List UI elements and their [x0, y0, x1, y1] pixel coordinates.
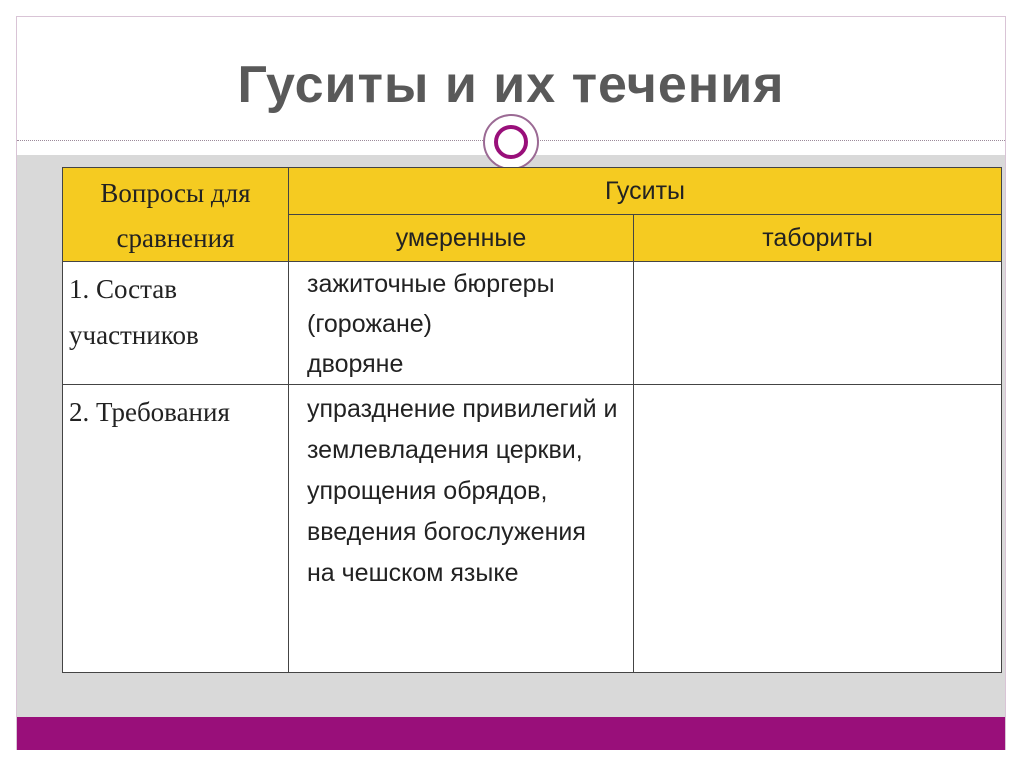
- row1-moderates-text: зажиточные бюргеры (горожане) дворяне: [307, 270, 555, 378]
- header-taborites: табориты: [634, 215, 1002, 262]
- comparison-table: [62, 167, 1002, 673]
- header-hussites: Гуситы: [289, 168, 1002, 215]
- ring-inner-icon: [494, 125, 528, 159]
- row2-taborites: [634, 385, 1002, 673]
- slide-title: Гуситы и их течения: [237, 56, 785, 114]
- header-questions: [63, 168, 289, 262]
- row1-question-text: 1. Состав участников: [69, 274, 199, 350]
- row2-moderates: [289, 385, 634, 673]
- row1-moderates: [289, 262, 634, 385]
- row2-moderates-text: упразднение привилегий и землевладения церкви, упрощения обрядов, введения богослужения на чешском языке: [307, 395, 618, 587]
- ring-ornament-icon: [483, 114, 539, 170]
- row1-taborites: [634, 262, 1002, 385]
- table-row: [63, 262, 1002, 385]
- header-questions-label: Вопросы для сравнения: [100, 177, 251, 253]
- footer-bar: [17, 717, 1005, 750]
- row2-question-text: 2. Требования: [69, 397, 230, 427]
- row2-question: [63, 385, 289, 673]
- header-moderates: умеренные: [289, 215, 634, 262]
- table-row: [63, 385, 1002, 673]
- row1-question: [63, 262, 289, 385]
